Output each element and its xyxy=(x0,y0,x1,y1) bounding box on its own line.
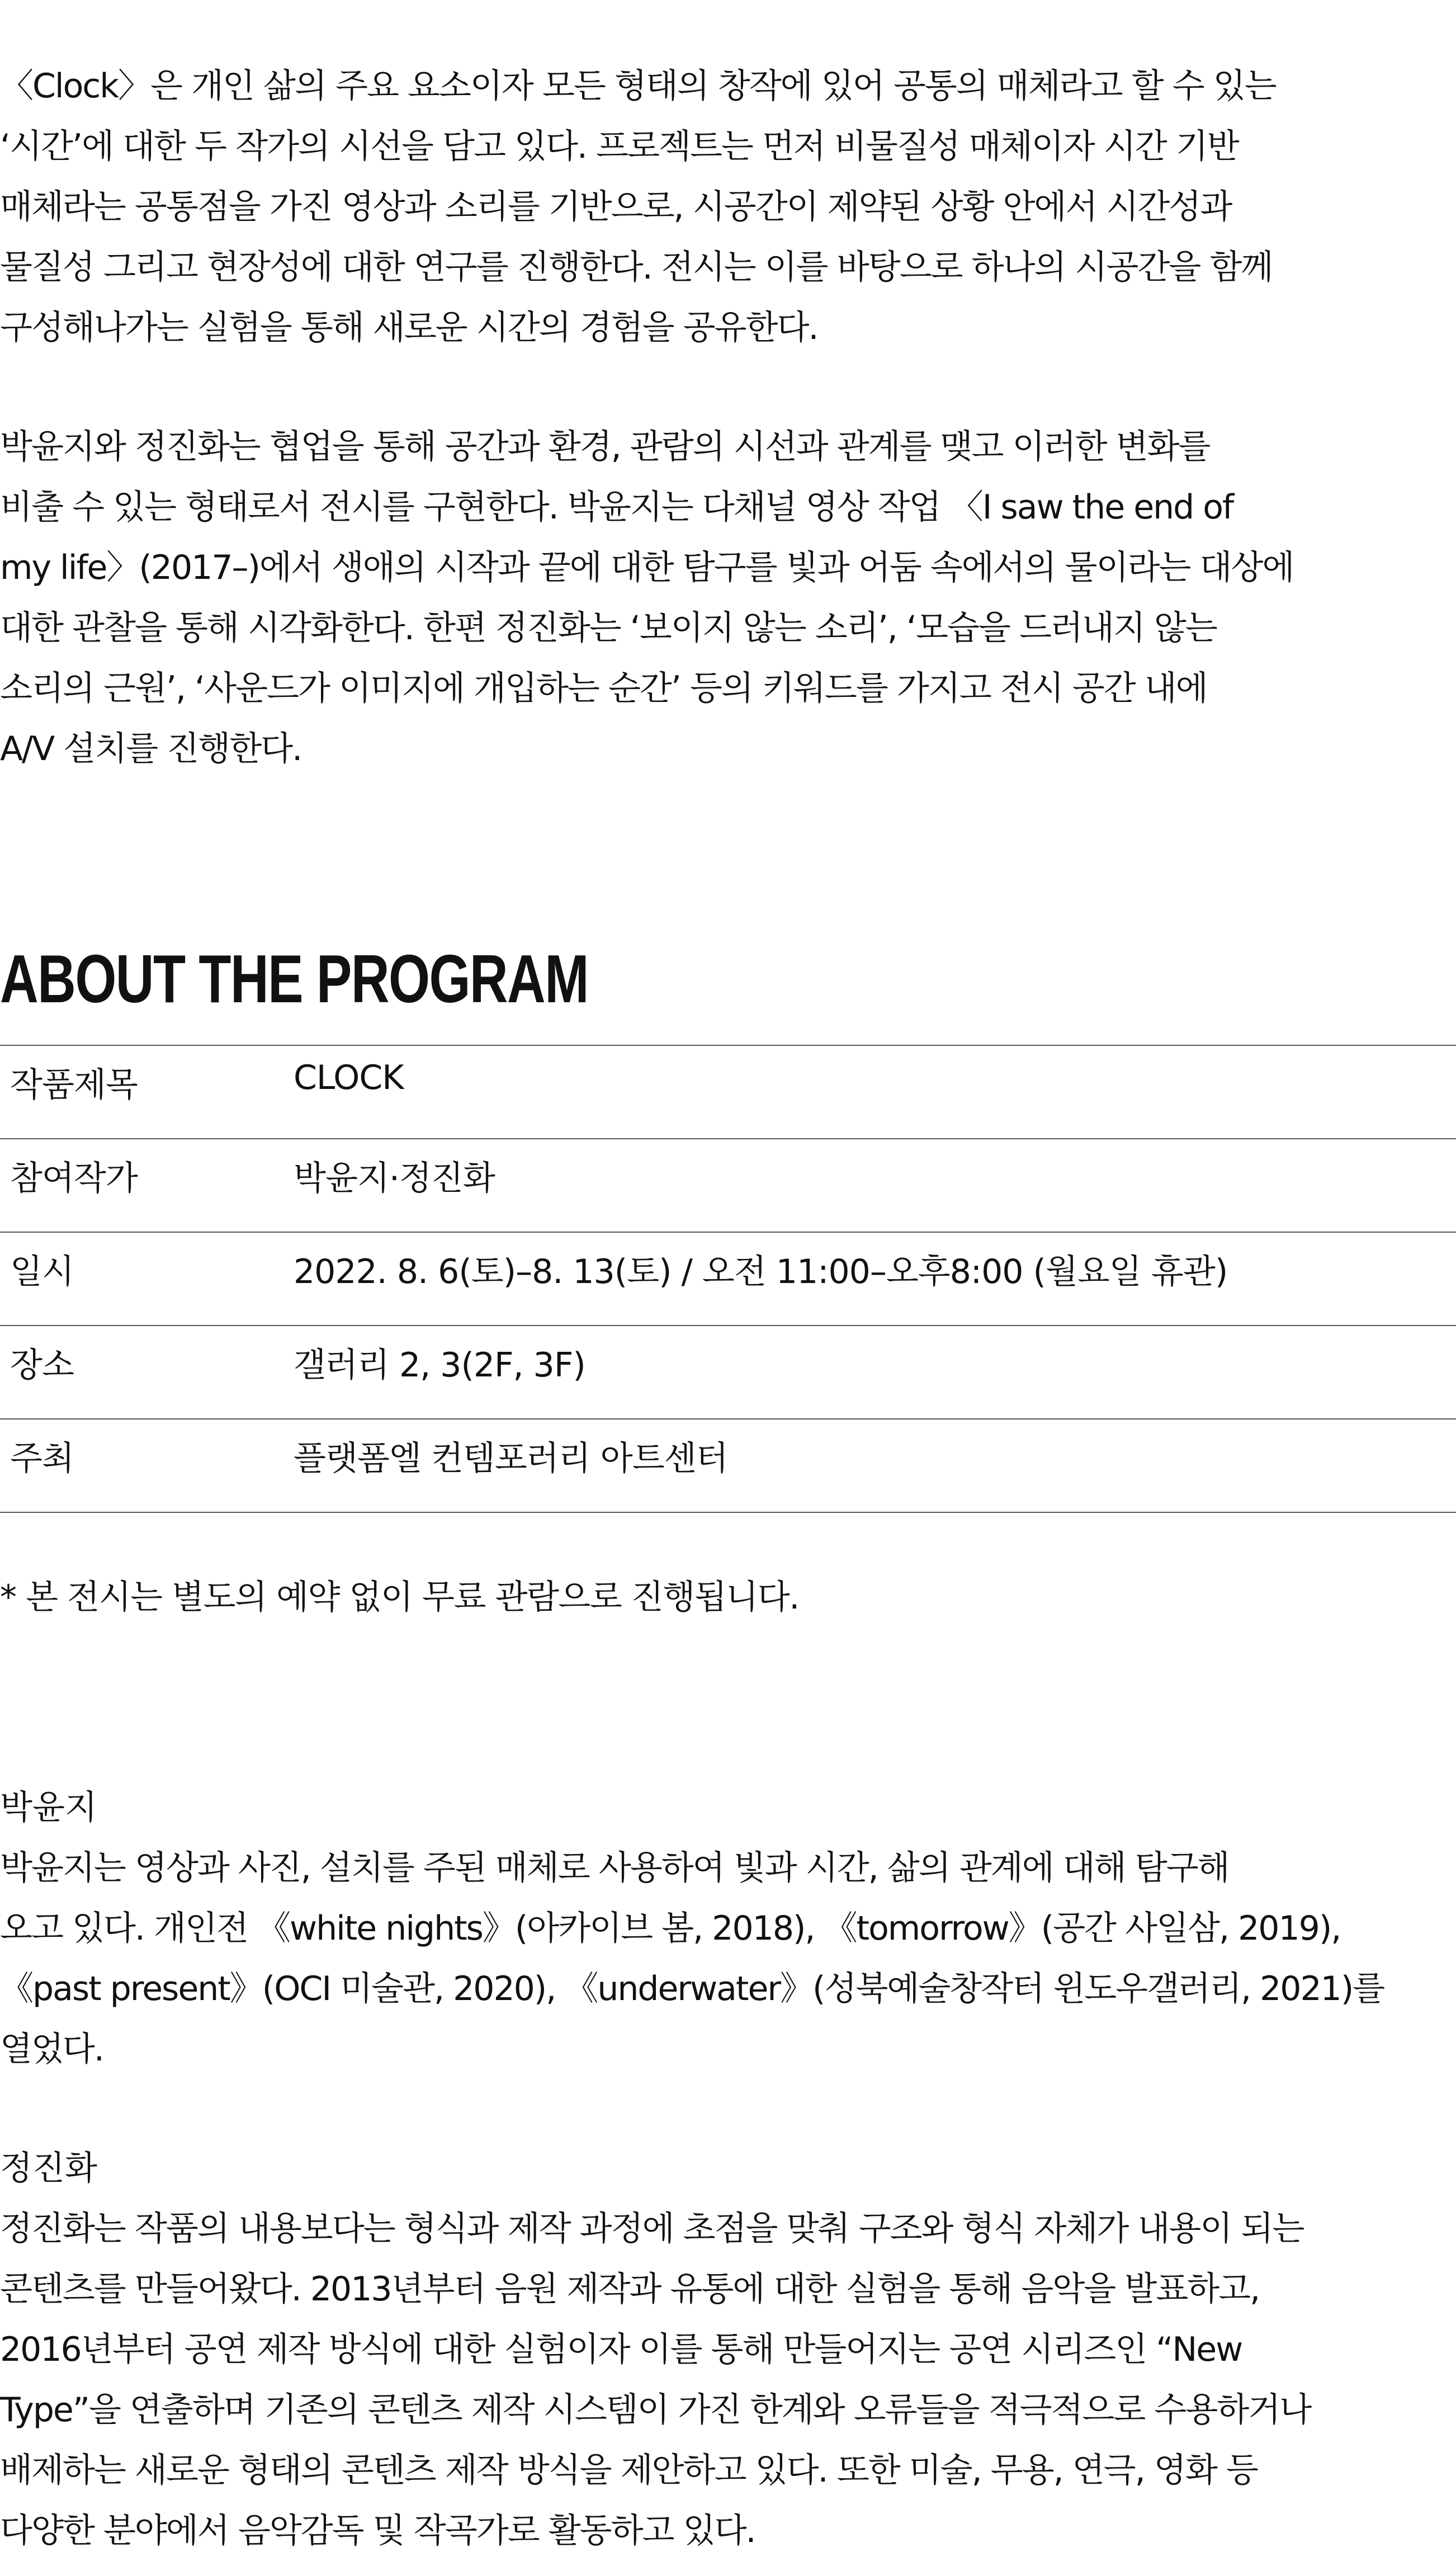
text-line: 콘텐츠를 만들어왔다. 2013년부터 음원 제작과 유통에 대한 실험을 통해 음악을 발표하고, xyxy=(0,2270,1260,2309)
text-line: 매체라는 공통점을 가진 영상과 소리를 기반으로, 시공간이 제약된 상황 안에서 시간성과 xyxy=(0,187,1232,227)
text-line: 구성해나가는 실험을 통해 새로운 시간의 경험을 공유한다. xyxy=(0,308,818,347)
reservation-note: * 본 전시는 별도의 예약 없이 무료 관람으로 진행됩니다. xyxy=(0,1578,799,1617)
text-line: 박윤지는 영상과 사진, 설치를 주된 매체로 사용하여 빛과 시간, 삶의 관계에 대해 탐구해 xyxy=(0,1848,1229,1888)
text-line: 박윤지와 정진화는 협업을 통해 공간과 환경, 관람의 시선과 관계를 맺고 이러한 변화를 xyxy=(0,427,1210,466)
info-value: 박윤지·정진화 xyxy=(294,1159,495,1198)
info-row-artists xyxy=(0,1139,1456,1233)
text-line: 대한 관찰을 통해 시각화한다. 한편 정진화는 ‘보이지 않는 소리’, ‘모습을 드러내지 않는 xyxy=(0,609,1217,648)
section-title: ABOUT THE PROGRAM xyxy=(0,941,588,1017)
text-line: Type”을 연출하며 기존의 콘텐츠 제작 시스템이 가진 한계와 오류들을 적극적으로 수용하거나 xyxy=(0,2390,1311,2430)
info-row-date xyxy=(0,1233,1456,1326)
text-line: 오고 있다. 개인전 《white nights》(아카이브 봄, 2018), 《tomorrow》(공간 사일삼, 2019), xyxy=(0,1909,1341,1948)
text-line: my life〉(2017–)에서 생애의 시작과 끝에 대한 탐구를 빛과 어둠 속에서의 물이라는 대상에 xyxy=(0,548,1294,587)
info-value: 플랫폼엘 컨템포러리 아트센터 xyxy=(294,1439,728,1478)
info-row-host xyxy=(0,1419,1456,1513)
text-line: 《past present》(OCI 미술관, 2020), 《underwater》(성북예술창작터 윈도우갤러리, 2021)를 xyxy=(0,1969,1384,2008)
artist-name: 박윤지 xyxy=(0,1788,97,1827)
text-line: 비출 수 있는 형태로서 전시를 구현한다. 박윤지는 다채널 영상 작업 〈I saw the end of xyxy=(0,488,1233,527)
text-line: 배제하는 새로운 형태의 콘텐츠 제작 방식을 제안하고 있다. 또한 미술, 무용, 연극, 영화 등 xyxy=(0,2451,1258,2490)
info-label: 장소 xyxy=(10,1346,74,1385)
text-line: A/V 설치를 진행한다. xyxy=(0,729,302,768)
info-row-title xyxy=(0,1046,1456,1139)
info-label: 일시 xyxy=(10,1252,74,1291)
text-line: 다양한 분야에서 음악감독 및 작곡가로 활동하고 있다. xyxy=(0,2511,755,2550)
info-value: CLOCK xyxy=(294,1058,404,1097)
text-line: 소리의 근원’, ‘사운드가 이미지에 개입하는 순간’ 등의 키워드를 가지고 전시 공간 내에 xyxy=(0,669,1207,708)
artist-bio xyxy=(0,1838,1456,2079)
text-line: 물질성 그리고 현장성에 대한 연구를 진행한다. 전시는 이를 바탕으로 하나의 시공간을 함께 xyxy=(0,248,1273,287)
info-label: 주최 xyxy=(10,1439,74,1478)
intro-paragraph-1 xyxy=(0,56,1456,358)
info-label: 작품제목 xyxy=(10,1065,138,1105)
text-line: ‘시간’에 대한 두 작가의 시선을 담고 있다. 프로젝트는 먼저 비물질성 매체이자 시간 기반 xyxy=(0,127,1238,166)
text-line: 〈Clock〉은 개인 삶의 주요 요소이자 모든 형태의 창작에 있어 공통의 매체라고 할 수 있는 xyxy=(0,67,1276,106)
program-info-table xyxy=(0,1045,1456,1513)
text-line: 2016년부터 공연 제작 방식에 대한 실험이자 이를 통해 만들어지는 공연 시리즈인 “New xyxy=(0,2330,1242,2369)
artist-name: 정진화 xyxy=(0,2149,97,2188)
info-value: 갤러리 2, 3(2F, 3F) xyxy=(294,1346,585,1385)
artist-bio xyxy=(0,2199,1456,2561)
intro-paragraph-2 xyxy=(0,417,1456,779)
info-label: 참여작가 xyxy=(10,1159,138,1198)
info-value: 2022. 8. 6(토)–8. 13(토) / 오전 11:00–오후8:00 (월요일 휴관) xyxy=(294,1252,1228,1291)
info-row-venue xyxy=(0,1326,1456,1419)
text-line: 정진화는 작품의 내용보다는 형식과 제작 과정에 초점을 맞춰 구조와 형식 자체가 내용이 되는 xyxy=(0,2209,1304,2248)
text-line: 열었다. xyxy=(0,2030,103,2069)
